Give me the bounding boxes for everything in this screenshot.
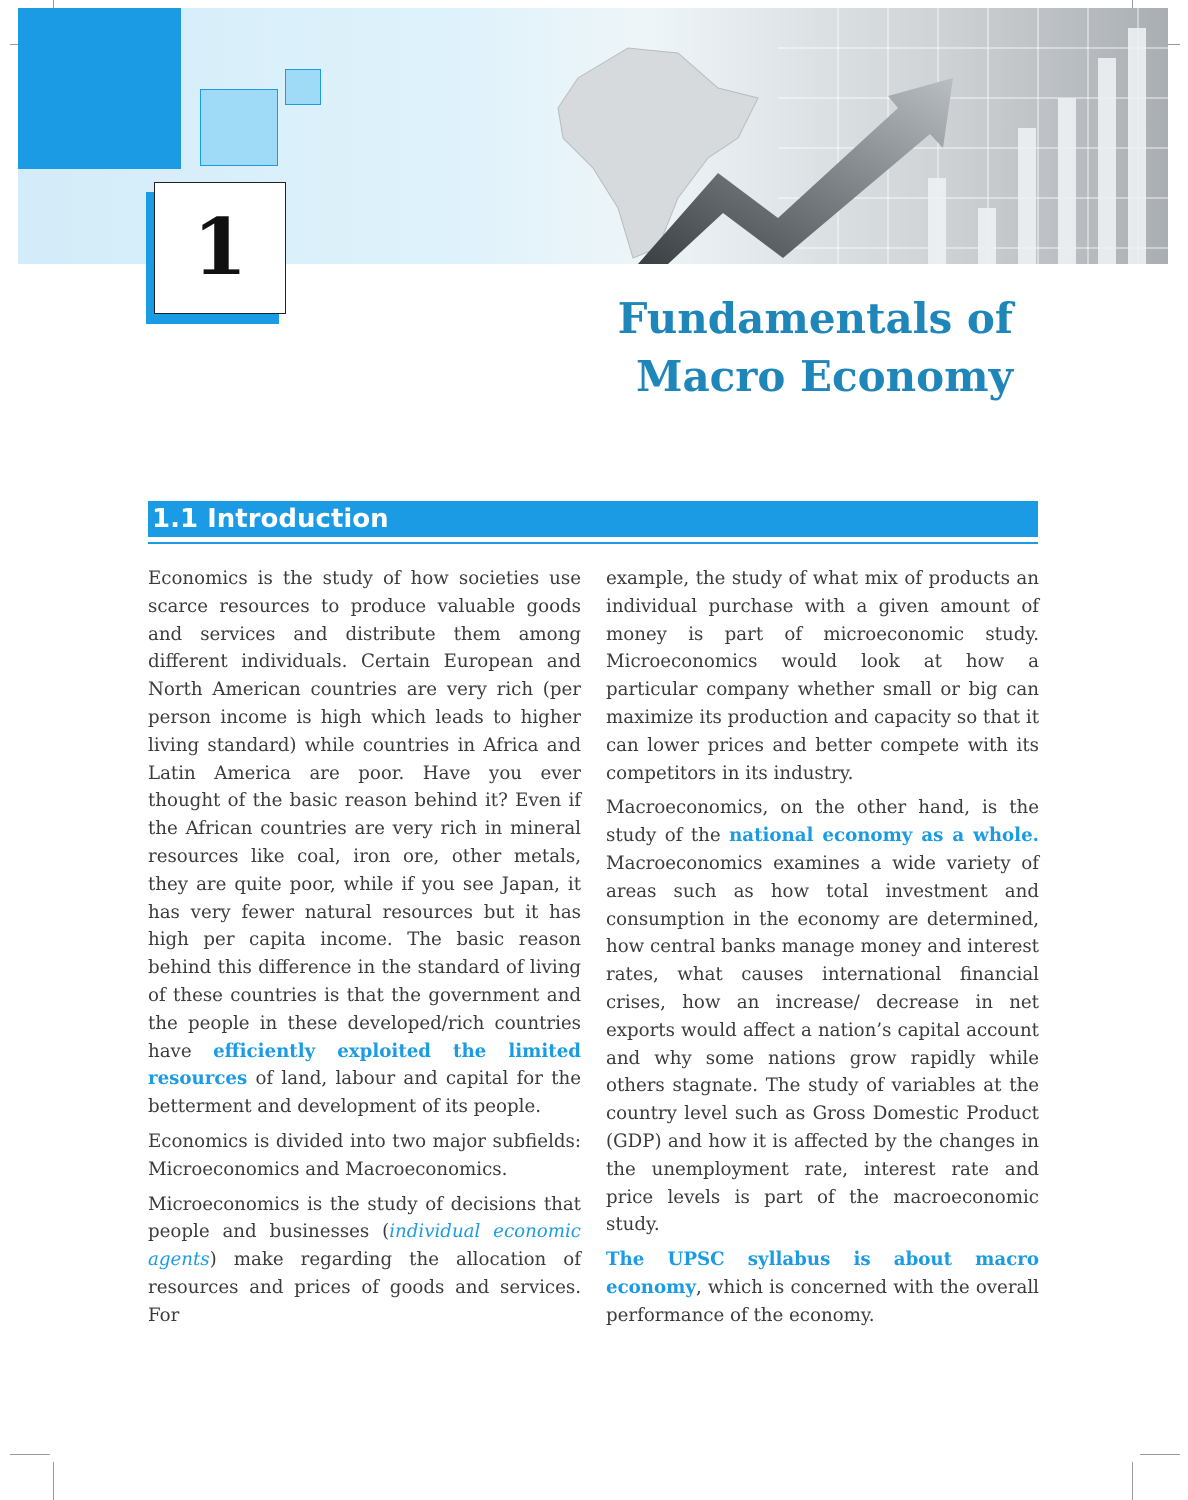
paragraph [148, 565, 581, 1121]
chapter-number-box [154, 182, 286, 314]
decorative-square-small [285, 69, 321, 105]
paragraph-text: Microeconomics is the study of decisions that people and businesses ( [148, 1193, 581, 1243]
chapter-title-line2: Macro Economy [635, 352, 1013, 401]
paragraph-text: Macroeconomics, on the other hand, is the study of the [606, 797, 1039, 847]
paragraph-text: Macroeconomics examines a wide variety of areas such as how total investment and consumption in the economy are determined, how central banks manage money and interest rates, what causes international financial crises, how an increase/ decrease in net exports would affect a nation’s capital account and why some nations grow rapidly while others stagnate. The study of variables at the country level such as Gross Domestic Product (GDP) and how it is affected by the changes in the unemployment rate, interest rate and price levels is part of the macroeconomic study. [606, 852, 1039, 1236]
chapter-number: 1 [192, 202, 248, 293]
paragraph-text: ) make regarding the allocation of resources and prices of goods and services. For [148, 1249, 581, 1326]
paragraph: example, the study of what mix of products an individual purchase with a given amount of money is part of microeconomic study. Microeconomics would look at how a particular company whether small or big can maximize its production and capacity so that it can lower prices and better compete with its competitors in its industry. [606, 568, 1040, 784]
decorative-square-large [18, 8, 181, 169]
section-heading-bar [148, 501, 1038, 542]
crop-mark [1140, 1454, 1180, 1455]
highlight-text: The UPSC syllabus is about macro economy [606, 1249, 1039, 1298]
highlight-text: efficiently exploited the limited resources [148, 1040, 581, 1090]
paragraph-text: of land, labour and capital for the betterment and development of its people. [148, 1068, 581, 1118]
paragraph: Economics is divided into two major subfields: Microeconomics and Macroeconomics. [148, 1130, 581, 1180]
italic-highlight-text: individual economic agents [148, 1221, 581, 1271]
chapter-title-line1: Fundamentals of [617, 294, 1013, 343]
right-column [606, 565, 1039, 1337]
crop-mark [1132, 1462, 1133, 1500]
chapter-title [618, 290, 1013, 406]
paragraph [148, 1191, 581, 1330]
paragraph [606, 1246, 1039, 1329]
paragraph-text: , which is concerned with the overall performance of the economy. [606, 1276, 1039, 1326]
crop-mark [53, 1462, 54, 1500]
crop-mark [10, 1454, 50, 1455]
highlight-text: national economy as a whole. [729, 825, 1039, 847]
paragraph [606, 794, 1039, 1239]
paragraph-text: Economics is the study of how societies use scarce resources to produce valuable goods and services and distribute them among different individuals. Certain European and North American countries are very rich (per person income is high which leads to higher living standard) while countries in Africa and Latin America are poor. Have you ever thought of the basic reason behind it? Even if the African countries are very rich in mineral resources like coal, iron ore, other metals, they are quite poor, while if you see Japan, it has very fewer natural resources but it has high per capita income. The basic reason behind this difference in the standard of living of these countries is that the government and the people in these developed/rich countries have [148, 568, 581, 1062]
decorative-square-medium [200, 89, 278, 166]
section-heading: 1.1 Introduction [152, 504, 389, 534]
left-column [148, 565, 581, 1337]
